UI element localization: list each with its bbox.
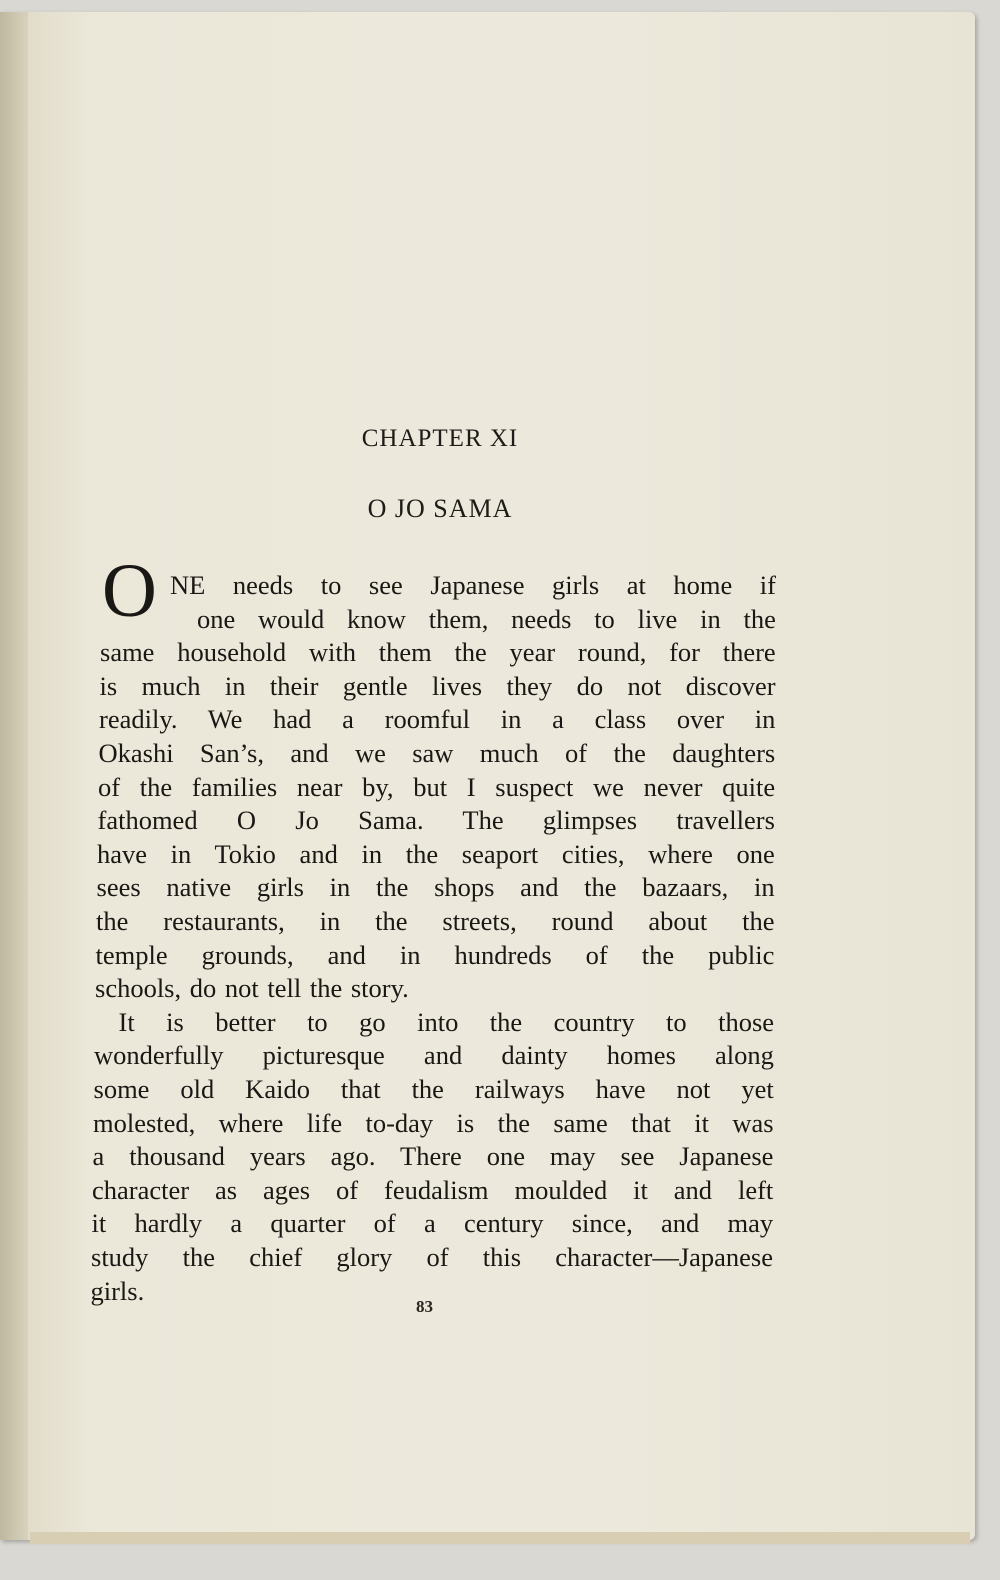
- text-line: same household with them the year round, for there: [100, 637, 776, 668]
- text-line: Okashi San’s, and we saw much of the daughters: [98, 738, 776, 768]
- text-line: molested, where life to-day is the same that it was: [93, 1107, 774, 1138]
- text-line: have in Tokio and in the seaport cities, where one: [97, 838, 775, 869]
- text-line: readily. We had a roomful in a class over in: [99, 704, 776, 735]
- text-line: NE needs to see Japanese girls at home if: [170, 570, 776, 600]
- chapter-heading: CHAPTER XI: [361, 425, 519, 452]
- text-line: fathomed O Jo Sama. The glimpses travellers: [97, 805, 775, 836]
- chapter-title: O JO SAMA: [367, 494, 513, 523]
- text-line: some old Kaido that the railways have not yet: [93, 1074, 774, 1104]
- text-line: wonderfully picturesque and dainty homes along: [94, 1040, 774, 1071]
- text-line: the restaurants, in the streets, round about the: [96, 906, 775, 936]
- text-line: a thousand years ago. There one may see Japanese: [92, 1141, 774, 1172]
- drop-cap: O: [102, 549, 157, 633]
- text-line: character as ages of feudalism moulded it and left: [92, 1174, 774, 1205]
- text-line: study the chief glory of this character—Japanese: [91, 1242, 773, 1272]
- text-line: it hardly a quarter of a century since, and may: [91, 1208, 774, 1239]
- page-gutter: [0, 12, 28, 1540]
- page-number: 83: [416, 1297, 433, 1316]
- text-line: is much in their gentle lives they do not discover: [99, 670, 776, 701]
- text-line: girls.: [90, 1275, 145, 1306]
- text-line: one would know them, needs to live in the: [197, 603, 776, 634]
- text-line: It is better to go into the country to those: [118, 1006, 775, 1037]
- text-line: schools, do not tell the story.: [95, 973, 409, 1004]
- text-line: temple grounds, and in hundreds of the public: [95, 939, 775, 970]
- page-edge: [30, 1532, 970, 1544]
- text-line: of the families near by, but I suspect we never quite: [98, 771, 776, 802]
- text-line: sees native girls in the shops and the bazaars, in: [96, 872, 775, 903]
